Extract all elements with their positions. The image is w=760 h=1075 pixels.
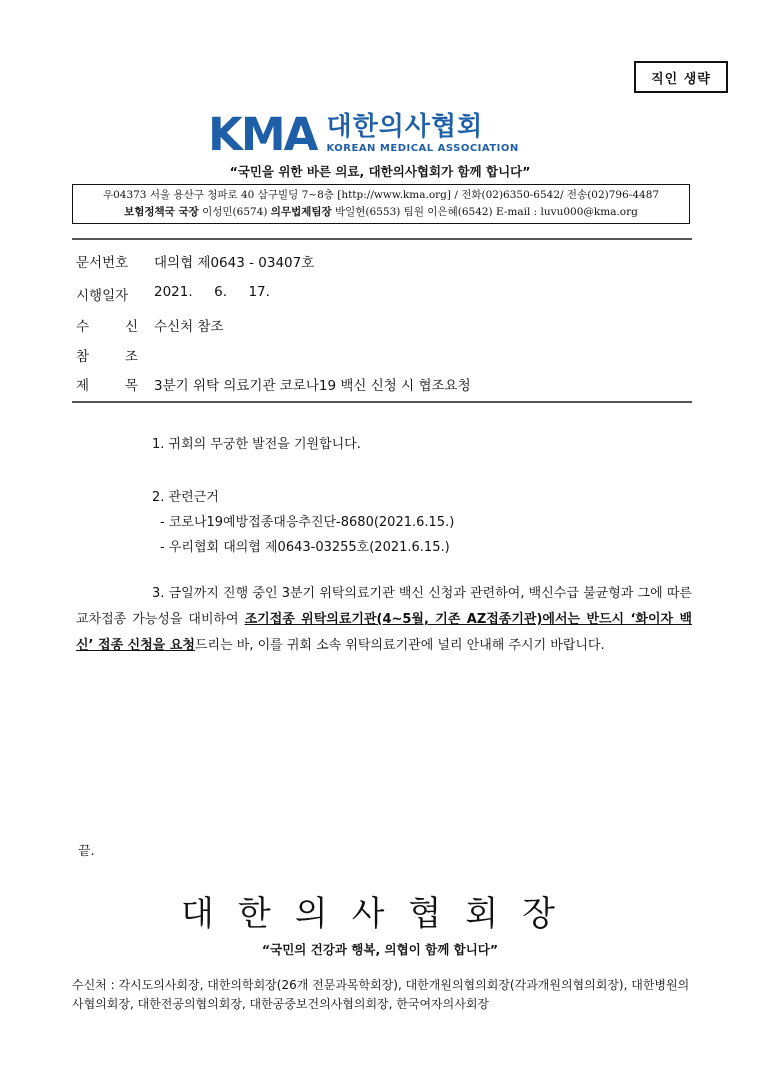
meta-divider bbox=[72, 401, 692, 403]
footer-slogan: “국민의 건강과 행복, 의협이 함께 합니다” bbox=[261, 942, 499, 957]
paragraph-3-intro: 3. 금일까지 진행 중인 3분기 위탁의료기관 백신 신청과 관련하여, 백신수급 불균형과 그에 따른 교차접종 가능성을 대비하여 bbox=[76, 586, 692, 627]
contact-value-1: 이성민(6574) bbox=[202, 206, 268, 218]
address-line: 우04373 서울 용산구 청파로 40 삼구빌딩 7~8층 [http://www.kma.org] / 전화(02)6350-6542/ 전송(02)796-4487 bbox=[102, 189, 660, 201]
contact-line bbox=[79, 204, 683, 221]
recipient-label-a: 수 bbox=[76, 319, 90, 335]
subject-label-a: 제 bbox=[76, 378, 90, 394]
org-name-korean: 대한의사협회 bbox=[326, 112, 484, 142]
seal-omitted-stamp: 직인 생략 bbox=[634, 61, 728, 93]
kma-logo-mark: KMA bbox=[208, 107, 317, 161]
sender-title: 대한의사협회장 bbox=[181, 894, 579, 934]
doc-number: 대의협 제0643 - 03407호 bbox=[154, 255, 315, 271]
reference-item-1: - 코로나19예방접종대응추진단-8680(2021.6.15.) bbox=[160, 515, 455, 530]
paragraph-3-closing: 드리는 바, 이를 귀회 소속 위탁의료기관에 널리 안내해 주시기 바랍니다. bbox=[194, 638, 605, 653]
recipient-label-b: 신 bbox=[124, 319, 138, 335]
top-divider bbox=[72, 238, 692, 240]
subject-value: 3분기 위탁 의료기관 코로나19 백신 신청 시 협조요청 bbox=[154, 378, 471, 394]
kma-logo bbox=[208, 107, 519, 161]
date-row bbox=[76, 284, 270, 304]
contact-value-2: 박일현(6553) 팀원 이은혜(6542) E-mail : luvu000@kma.org bbox=[335, 206, 638, 218]
address-box bbox=[72, 184, 690, 224]
reference-label-b: 조 bbox=[124, 349, 138, 365]
recipient-row bbox=[76, 315, 224, 335]
end-mark: 끝. bbox=[78, 844, 95, 859]
reference-row bbox=[76, 345, 154, 365]
paragraph-1: 1. 귀회의 무궁한 발전을 기원합니다. bbox=[152, 437, 361, 452]
doc-number-label: 문서번호 bbox=[76, 255, 129, 271]
recipient-value: 수신처 참조 bbox=[154, 319, 224, 335]
recipients-list: 수신처 : 각시도의사회장, 대한의학회장(26개 전문과목학회장), 대한개원의협의회장(각과개원의협의회장), 대한병원의사협의회장, 대한전공의협의회장, 대한공중보건의사협의회장, 한국여자의사회장 bbox=[72, 978, 690, 1011]
reference-label-a: 참 bbox=[76, 349, 90, 365]
org-name-english: KOREAN MEDICAL ASSOCIATION bbox=[326, 143, 519, 154]
paragraph-3 bbox=[76, 581, 692, 659]
contact-label-1: 보험정책국 국장 bbox=[124, 206, 199, 218]
date-value: 2021. 6. 17. bbox=[154, 284, 270, 300]
reference-item-2: - 우리협회 대의협 제0643-03255호(2021.6.15.) bbox=[160, 540, 450, 555]
paragraph-2-title: 2. 관련근거 bbox=[152, 490, 219, 505]
paragraph-3-emphasis: 조기접종 위탁의료기관(4~5월, 기존 AZ접종기관)에서는 반드시 ‘화이자 백신’ 접종 신청을 요청 bbox=[76, 612, 692, 653]
subject-row bbox=[76, 374, 471, 394]
subject-label-b: 목 bbox=[124, 378, 138, 394]
contact-label-2: 의무법제팀장 bbox=[270, 206, 332, 218]
doc-number-row bbox=[76, 251, 314, 271]
header-slogan: “국민을 위한 바른 의료, 대한의사협회가 함께 합니다” bbox=[229, 164, 531, 179]
date-label: 시행일자 bbox=[76, 288, 129, 304]
